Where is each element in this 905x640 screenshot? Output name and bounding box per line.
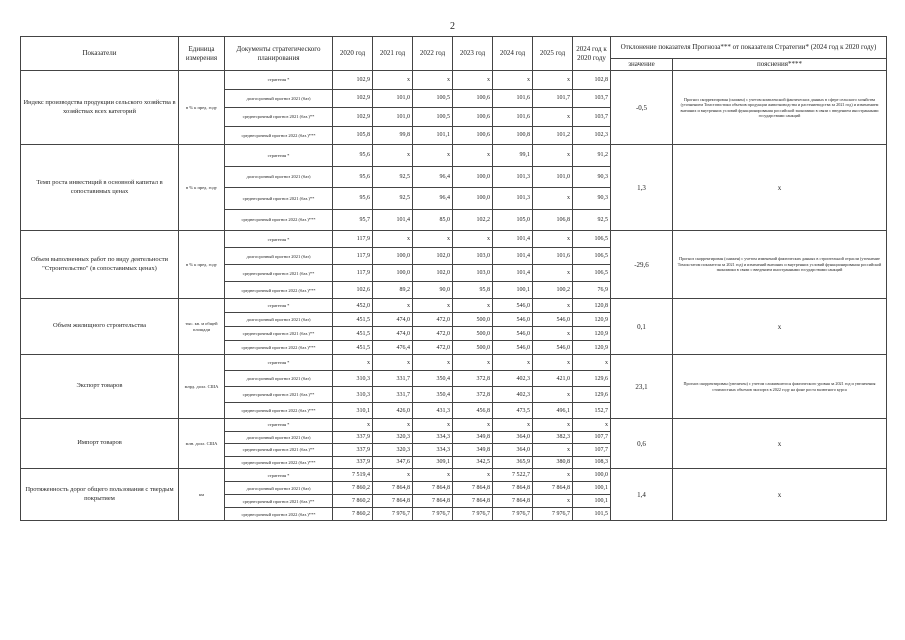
value-cell: x <box>413 71 453 90</box>
deviation-explanation: x <box>673 299 887 355</box>
deviation-value: 1,3 <box>611 145 673 231</box>
value-cell: 452,0 <box>333 299 373 313</box>
value-cell: 496,1 <box>533 403 573 419</box>
value-cell: 426,0 <box>373 403 413 419</box>
value-cell: 349,8 <box>453 444 493 457</box>
value-cell: 380,8 <box>533 456 573 469</box>
value-cell: 117,9 <box>333 231 373 248</box>
planning-document: долгосрочный прогноз 2021 (баз) <box>225 248 333 265</box>
header-year: 2021 год <box>373 37 413 71</box>
value-cell: 100,1 <box>493 282 533 299</box>
value-cell: 7 522,7 <box>493 469 533 482</box>
value-cell: 120,9 <box>573 327 611 341</box>
planning-document: среднесрочный прогноз 2022 (баз.)*** <box>225 341 333 355</box>
planning-document: стратегия * <box>225 469 333 482</box>
value-cell: 101,6 <box>493 108 533 127</box>
value-cell: x <box>453 355 493 371</box>
value-cell: x <box>453 419 493 432</box>
planning-document: среднесрочный прогноз 2021 (баз.)** <box>225 188 333 210</box>
value-cell: 364,0 <box>493 431 533 444</box>
value-cell: 474,0 <box>373 313 413 327</box>
value-cell: 472,0 <box>413 341 453 355</box>
value-cell: 101,6 <box>533 248 573 265</box>
planning-document: стратегия * <box>225 71 333 90</box>
planning-document: среднесрочный прогноз 2022 (баз.)*** <box>225 209 333 231</box>
deviation-value: 0,6 <box>611 419 673 469</box>
planning-document: долгосрочный прогноз 2021 (баз) <box>225 482 333 495</box>
value-cell: 382,3 <box>533 431 573 444</box>
value-cell: 100,0 <box>453 188 493 210</box>
value-cell: x <box>373 355 413 371</box>
value-cell: 96,4 <box>413 166 453 188</box>
value-cell: 7 976,7 <box>413 508 453 521</box>
value-cell: 320,3 <box>373 444 413 457</box>
value-cell: 350,4 <box>413 371 453 387</box>
value-cell: 90,0 <box>413 282 453 299</box>
value-cell: x <box>533 265 573 282</box>
table-row <box>21 231 887 248</box>
value-cell: x <box>533 327 573 341</box>
value-cell: 102,2 <box>453 209 493 231</box>
value-cell: 99,1 <box>493 145 533 167</box>
value-cell: 100,0 <box>573 469 611 482</box>
deviation-value: 0,1 <box>611 299 673 355</box>
value-cell: 101,0 <box>533 166 573 188</box>
value-cell: 120,8 <box>573 299 611 313</box>
value-cell: 472,0 <box>413 313 453 327</box>
value-cell: 320,3 <box>373 431 413 444</box>
value-cell: 101,4 <box>493 265 533 282</box>
value-cell: 95,6 <box>333 166 373 188</box>
value-cell: 101,4 <box>493 248 533 265</box>
value-cell: 101,3 <box>493 166 533 188</box>
planning-document: среднесрочный прогноз 2022 (баз.)*** <box>225 403 333 419</box>
planning-document: долгосрочный прогноз 2021 (баз) <box>225 166 333 188</box>
value-cell: 152,7 <box>573 403 611 419</box>
value-cell: 349,8 <box>453 431 493 444</box>
planning-document: долгосрочный прогноз 2021 (баз) <box>225 431 333 444</box>
indicator-unit: млрд. долл. США <box>179 355 225 419</box>
value-cell: 120,9 <box>573 313 611 327</box>
value-cell: x <box>373 299 413 313</box>
value-cell: 105,0 <box>493 209 533 231</box>
deviation-explanation: x <box>673 419 887 469</box>
value-cell: 402,3 <box>493 387 533 403</box>
value-cell: x <box>413 231 453 248</box>
value-cell: 103,0 <box>453 265 493 282</box>
value-cell: 372,8 <box>453 371 493 387</box>
value-cell: 7 864,8 <box>373 495 413 508</box>
value-cell: 103,7 <box>573 89 611 108</box>
value-cell: 100,6 <box>453 126 493 145</box>
value-cell: 102,9 <box>333 89 373 108</box>
value-cell: 500,0 <box>453 327 493 341</box>
value-cell: x <box>493 71 533 90</box>
value-cell: x <box>333 419 373 432</box>
value-cell: 106,5 <box>573 248 611 265</box>
value-cell: 101,4 <box>373 209 413 231</box>
value-cell: 106,5 <box>573 265 611 282</box>
value-cell: 101,7 <box>533 89 573 108</box>
value-cell: 100,1 <box>573 495 611 508</box>
value-cell: 7 864,8 <box>413 495 453 508</box>
table-body <box>21 71 887 521</box>
value-cell: x <box>413 469 453 482</box>
value-cell: x <box>333 355 373 371</box>
value-cell: 102,3 <box>573 126 611 145</box>
planning-document: среднесрочный прогноз 2022 (баз.)*** <box>225 456 333 469</box>
value-cell: 364,0 <box>493 444 533 457</box>
value-cell: 310,3 <box>333 371 373 387</box>
indicator-unit: тыс. кв. м общей площади <box>179 299 225 355</box>
value-cell: 451,5 <box>333 327 373 341</box>
value-cell: 7 976,7 <box>493 508 533 521</box>
value-cell: 500,0 <box>453 313 493 327</box>
table-row <box>21 299 887 313</box>
value-cell: 101,4 <box>493 231 533 248</box>
value-cell: 334,3 <box>413 444 453 457</box>
value-cell: 546,0 <box>493 313 533 327</box>
planning-document: долгосрочный прогноз 2021 (баз) <box>225 313 333 327</box>
value-cell: 100,0 <box>373 265 413 282</box>
table-row <box>21 355 887 371</box>
value-cell: 7 864,8 <box>453 482 493 495</box>
value-cell: 310,3 <box>333 387 373 403</box>
deviation-value: 23,1 <box>611 355 673 419</box>
value-cell: 365,9 <box>493 456 533 469</box>
value-cell: 7 864,8 <box>493 482 533 495</box>
header-deviation: Отклонение показателя Прогноза*** от показателя Стратегии* (2024 год к 2020 году) <box>611 37 887 59</box>
deviation-explanation: x <box>673 145 887 231</box>
value-cell: 350,4 <box>413 387 453 403</box>
value-cell: 7 864,8 <box>373 482 413 495</box>
value-cell: x <box>453 231 493 248</box>
value-cell: 331,7 <box>373 387 413 403</box>
value-cell: x <box>373 71 413 90</box>
value-cell: 7 976,7 <box>453 508 493 521</box>
value-cell: x <box>533 387 573 403</box>
indicator-unit: в % к пред. году <box>179 71 225 145</box>
value-cell: 337,9 <box>333 431 373 444</box>
value-cell: x <box>533 469 573 482</box>
indicator-name: Объем выполненных работ по виду деятельности "Строительство" (в сопоставимых ценах) <box>21 231 179 299</box>
planning-document: стратегия * <box>225 299 333 313</box>
value-cell: 100,0 <box>373 248 413 265</box>
value-cell: 431,3 <box>413 403 453 419</box>
value-cell: 474,0 <box>373 327 413 341</box>
value-cell: x <box>373 231 413 248</box>
planning-document: среднесрочный прогноз 2022 (баз.)*** <box>225 508 333 521</box>
value-cell: 421,0 <box>533 371 573 387</box>
header-dev-expl: пояснения**** <box>673 59 887 71</box>
planning-document: среднесрочный прогноз 2021 (баз.)** <box>225 444 333 457</box>
value-cell: 107,7 <box>573 431 611 444</box>
value-cell: 108,3 <box>573 456 611 469</box>
value-cell: 92,5 <box>573 209 611 231</box>
value-cell: 546,0 <box>533 341 573 355</box>
value-cell: 451,5 <box>333 341 373 355</box>
value-cell: x <box>373 419 413 432</box>
planning-document: долгосрочный прогноз 2021 (баз) <box>225 371 333 387</box>
value-cell: 100,6 <box>453 89 493 108</box>
value-cell: x <box>413 355 453 371</box>
value-cell: x <box>573 355 611 371</box>
value-cell: 7 976,7 <box>373 508 413 521</box>
deviation-explanation: Прогноз скорректирован (снижен) с учетом комплексной фактических данных в сфере сельского хозяйства (уточнением Томстатистики объемов продукции животноводства и растениеводства за 2021 год) и изменением внешних и внутренних условий функционирования российской экономики в связи с введением иностранными государствами санкций <box>673 71 887 145</box>
value-cell: x <box>373 145 413 167</box>
value-cell: 546,0 <box>493 299 533 313</box>
deviation-value: -29,6 <box>611 231 673 299</box>
value-cell: 456,8 <box>453 403 493 419</box>
value-cell: 337,9 <box>333 456 373 469</box>
value-cell: 85,0 <box>413 209 453 231</box>
indicator-unit: км <box>179 469 225 521</box>
value-cell: 7 864,8 <box>413 482 453 495</box>
value-cell: 100,6 <box>453 108 493 127</box>
page-number: 2 <box>450 21 455 32</box>
value-cell: 103,0 <box>453 248 493 265</box>
value-cell: 100,5 <box>413 89 453 108</box>
value-cell: 101,3 <box>493 188 533 210</box>
value-cell: 7 860,2 <box>333 482 373 495</box>
table-row <box>21 71 887 90</box>
header-ratio: 2024 год к 2020 году <box>573 37 611 71</box>
value-cell: x <box>413 299 453 313</box>
header-docs: Документы стратегического планирования <box>225 37 333 71</box>
value-cell: 101,6 <box>493 89 533 108</box>
value-cell: 102,0 <box>413 248 453 265</box>
value-cell: 372,8 <box>453 387 493 403</box>
value-cell: x <box>533 495 573 508</box>
value-cell: 117,9 <box>333 248 373 265</box>
indicator-unit: в % к пред. году <box>179 145 225 231</box>
header-year: 2024 год <box>493 37 533 71</box>
value-cell: 103,7 <box>573 108 611 127</box>
value-cell: 102,9 <box>333 108 373 127</box>
planning-document: среднесрочный прогноз 2022 (баз.)*** <box>225 282 333 299</box>
value-cell: 100,1 <box>573 482 611 495</box>
value-cell: 101,1 <box>413 126 453 145</box>
value-cell: 106,5 <box>573 231 611 248</box>
value-cell: 7 860,2 <box>333 495 373 508</box>
value-cell: 7 864,8 <box>533 482 573 495</box>
planning-document: долгосрочный прогноз 2021 (баз) <box>225 89 333 108</box>
value-cell: 105,8 <box>333 126 373 145</box>
value-cell: 100,0 <box>453 166 493 188</box>
value-cell: x <box>413 419 453 432</box>
value-cell: 129,6 <box>573 371 611 387</box>
value-cell: 7 976,7 <box>533 508 573 521</box>
value-cell: x <box>453 145 493 167</box>
value-cell: x <box>533 71 573 90</box>
deviation-value: 1,4 <box>611 469 673 521</box>
planning-document: стратегия * <box>225 419 333 432</box>
forecast-comparison-table <box>20 36 887 521</box>
planning-document: среднесрочный прогноз 2022 (баз.)*** <box>225 126 333 145</box>
indicator-name: Объем жилищного строительства <box>21 299 179 355</box>
indicator-name: Импорт товаров <box>21 419 179 469</box>
value-cell: x <box>493 355 533 371</box>
value-cell: x <box>533 231 573 248</box>
value-cell: 120,9 <box>573 341 611 355</box>
value-cell: 7 860,2 <box>333 508 373 521</box>
value-cell: 92,5 <box>373 166 413 188</box>
value-cell: x <box>453 71 493 90</box>
value-cell: 546,0 <box>533 313 573 327</box>
value-cell: 102,0 <box>413 265 453 282</box>
value-cell: 101,0 <box>373 89 413 108</box>
header-unit: Единица измерения <box>179 37 225 71</box>
value-cell: 546,0 <box>493 341 533 355</box>
table-row <box>21 419 887 432</box>
planning-document: среднесрочный прогноз 2021 (баз.)** <box>225 387 333 403</box>
value-cell: 7 519,4 <box>333 469 373 482</box>
value-cell: x <box>533 444 573 457</box>
value-cell: 402,3 <box>493 371 533 387</box>
value-cell: 100,8 <box>493 126 533 145</box>
value-cell: 331,7 <box>373 371 413 387</box>
planning-document: среднесрочный прогноз 2021 (баз.)** <box>225 327 333 341</box>
value-cell: 95,6 <box>333 145 373 167</box>
value-cell: 101,5 <box>573 508 611 521</box>
value-cell: 7 864,8 <box>453 495 493 508</box>
indicator-name: Протяженность дорог общего пользования с твердым покрытием <box>21 469 179 521</box>
value-cell: 102,8 <box>573 71 611 90</box>
value-cell: x <box>533 355 573 371</box>
table-row <box>21 469 887 482</box>
header-dev-value: значение <box>611 59 673 71</box>
value-cell: 473,5 <box>493 403 533 419</box>
planning-document: стратегия * <box>225 145 333 167</box>
value-cell: x <box>373 469 413 482</box>
value-cell: 342,5 <box>453 456 493 469</box>
indicator-name: Индекс производства продукции сельского хозяйства в хозяйствах всех категорий <box>21 71 179 145</box>
value-cell: 546,0 <box>493 327 533 341</box>
planning-document: стратегия * <box>225 231 333 248</box>
value-cell: 106,8 <box>533 209 573 231</box>
header-indicator: Показатели <box>21 37 179 71</box>
value-cell: 95,7 <box>333 209 373 231</box>
deviation-explanation: x <box>673 469 887 521</box>
value-cell: 99,8 <box>373 126 413 145</box>
header-year: 2023 год <box>453 37 493 71</box>
value-cell: 95,6 <box>333 188 373 210</box>
planning-document: среднесрочный прогноз 2021 (баз.)** <box>225 108 333 127</box>
value-cell: x <box>453 299 493 313</box>
header-year: 2022 год <box>413 37 453 71</box>
value-cell: 102,6 <box>333 282 373 299</box>
value-cell: x <box>453 469 493 482</box>
value-cell: x <box>573 419 611 432</box>
value-cell: 100,2 <box>533 282 573 299</box>
value-cell: x <box>533 108 573 127</box>
value-cell: 472,0 <box>413 327 453 341</box>
value-cell: 101,2 <box>533 126 573 145</box>
value-cell: x <box>533 419 573 432</box>
value-cell: 7 864,8 <box>493 495 533 508</box>
deviation-value: -0,5 <box>611 71 673 145</box>
value-cell: 101,0 <box>373 108 413 127</box>
planning-document: среднесрочный прогноз 2021 (баз.)** <box>225 265 333 282</box>
header-year: 2025 год <box>533 37 573 71</box>
indicator-unit: млн. долл. США <box>179 419 225 469</box>
deviation-explanation: Прогноз скорректирован (увеличен) с учетом сложившегося фактического уровня за 2021 год и увеличения стоимостных объемов экспорта в 2022 году на фоне роста валютного курса <box>673 355 887 419</box>
planning-document: стратегия * <box>225 355 333 371</box>
value-cell: 337,9 <box>333 444 373 457</box>
value-cell: 90,3 <box>573 166 611 188</box>
value-cell: 129,6 <box>573 387 611 403</box>
value-cell: 92,5 <box>373 188 413 210</box>
value-cell: 107,7 <box>573 444 611 457</box>
value-cell: 451,5 <box>333 313 373 327</box>
value-cell: 334,3 <box>413 431 453 444</box>
deviation-explanation: Прогноз скорректирован (снижен) с учетом изменений фактических данных в строительной отрасли (уточнение Томскстатом показателя за 2021 год) и изменений внешних и внутренних условий функционирования российской экономики в связи с введением иностранными государствами санкций <box>673 231 887 299</box>
value-cell: x <box>413 145 453 167</box>
value-cell: 310,1 <box>333 403 373 419</box>
value-cell: 100,5 <box>413 108 453 127</box>
value-cell: x <box>533 188 573 210</box>
indicator-unit: в % к пред. году <box>179 231 225 299</box>
value-cell: x <box>533 299 573 313</box>
value-cell: 96,4 <box>413 188 453 210</box>
header-year: 2020 год <box>333 37 373 71</box>
value-cell: 500,0 <box>453 341 493 355</box>
value-cell: 117,9 <box>333 265 373 282</box>
value-cell: 95,8 <box>453 282 493 299</box>
value-cell: 476,4 <box>373 341 413 355</box>
indicator-name: Экспорт товаров <box>21 355 179 419</box>
value-cell: 89,2 <box>373 282 413 299</box>
value-cell: x <box>493 419 533 432</box>
value-cell: 90,3 <box>573 188 611 210</box>
value-cell: 309,1 <box>413 456 453 469</box>
value-cell: 76,9 <box>573 282 611 299</box>
value-cell: 347,6 <box>373 456 413 469</box>
value-cell: 91,2 <box>573 145 611 167</box>
value-cell: x <box>533 145 573 167</box>
planning-document: среднесрочный прогноз 2021 (баз.)** <box>225 495 333 508</box>
value-cell: 102,9 <box>333 71 373 90</box>
table-row <box>21 145 887 167</box>
indicator-name: Темп роста инвестиций в основной капитал в сопоставимых ценах <box>21 145 179 231</box>
